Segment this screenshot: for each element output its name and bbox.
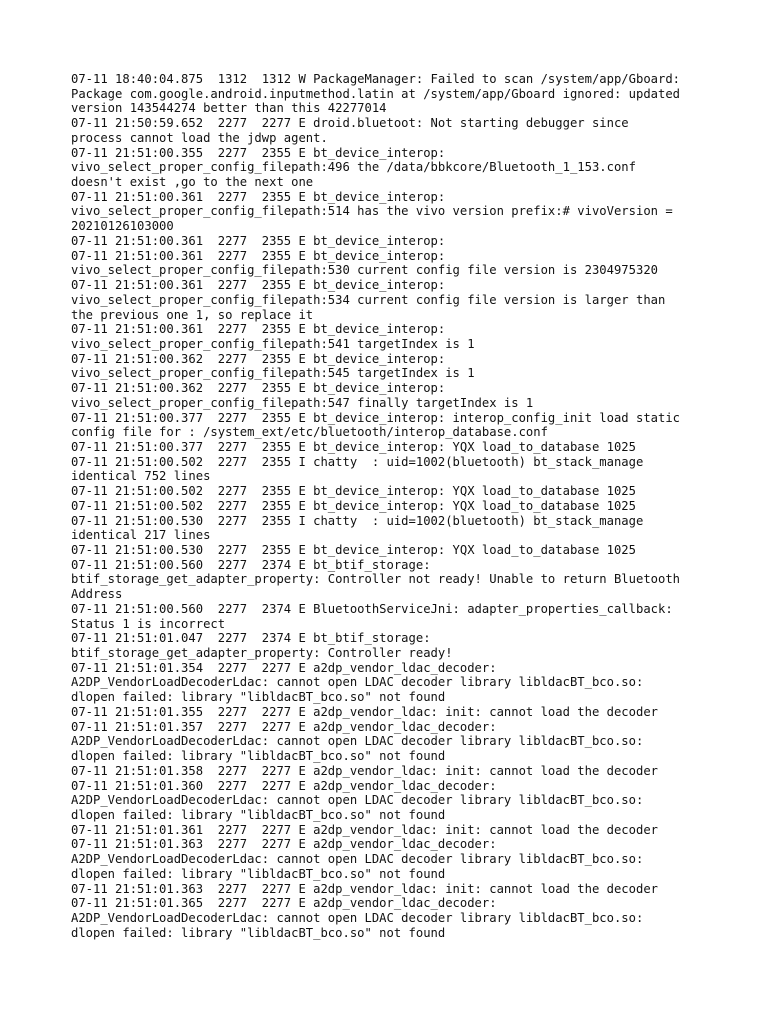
log-text-block <box>71 72 711 940</box>
log-line: 07-11 21:51:01.358 2277 2277 E a2dp_vendor_ldac: init: cannot load the decoder <box>71 763 658 778</box>
log-line: 07-11 21:51:00.362 2277 2355 E bt_device_interop: <box>71 351 446 366</box>
log-line: 07-11 21:51:00.377 2277 2355 E bt_device_interop: YQX load_to_database 1025 <box>71 439 636 454</box>
log-line: A2DP_VendorLoadDecoderLdac: cannot open LDAC decoder library libldacBT_bco.so: <box>71 734 644 749</box>
log-line: dlopen failed: library "libldacBT_bco.so" not found <box>71 690 446 705</box>
log-line: 07-11 21:51:01.360 2277 2277 E a2dp_vendor_ldac_decoder: <box>71 778 497 793</box>
log-line: A2DP_VendorLoadDecoderLdac: cannot open LDAC decoder library libldacBT_bco.so: <box>71 675 644 690</box>
log-line: vivo_select_proper_config_filepath:514 has the vivo version prefix:# vivoVersion = <box>71 204 673 219</box>
log-line: 07-11 21:51:00.560 2277 2374 E bt_btif_storage: <box>71 557 431 572</box>
log-line: A2DP_VendorLoadDecoderLdac: cannot open LDAC decoder library libldacBT_bco.so: <box>71 852 644 867</box>
log-line: 07-11 21:51:00.362 2277 2355 E bt_device_interop: <box>71 381 446 396</box>
log-line: 07-11 21:51:00.530 2277 2355 E bt_device_interop: YQX load_to_database 1025 <box>71 543 636 557</box>
log-line: 07-11 18:40:04.875 1312 1312 W PackageManager: Failed to scan /system/app/Gboard: <box>71 72 681 86</box>
log-line: btif_storage_get_adapter_property: Controller not ready! Unable to return Bluetooth <box>71 572 681 587</box>
log-line: 07-11 21:51:00.377 2277 2355 E bt_device_interop: interop_config_init load static <box>71 410 681 425</box>
log-line: 07-11 21:51:00.361 2277 2355 E bt_device_interop: <box>71 322 446 337</box>
log-line: Address <box>71 587 123 602</box>
log-line: 07-11 21:51:00.502 2277 2355 E bt_device_interop: YQX load_to_database 1025 <box>71 484 636 499</box>
log-line: 07-11 21:51:01.354 2277 2277 E a2dp_vendor_ldac_decoder: <box>71 660 497 675</box>
log-line: identical 217 lines <box>71 528 211 543</box>
log-line: dlopen failed: library "libldacBT_bco.so" not found <box>71 866 446 881</box>
log-line: vivo_select_proper_config_filepath:545 targetIndex is 1 <box>71 366 475 381</box>
log-line: 07-11 21:51:01.363 2277 2277 E a2dp_vendor_ldac: init: cannot load the decoder <box>71 881 658 896</box>
log-line: version 143544274 better than this 42277014 <box>71 101 387 116</box>
log-line: 07-11 21:51:00.530 2277 2355 I chatty : uid=1002(bluetooth) bt_stack_manage <box>71 513 644 528</box>
log-line: vivo_select_proper_config_filepath:541 targetIndex is 1 <box>71 336 475 351</box>
log-line: 07-11 21:51:01.047 2277 2374 E bt_btif_storage: <box>71 631 431 646</box>
log-line: 07-11 21:51:00.355 2277 2355 E bt_device_interop: <box>71 145 446 160</box>
log-line: btif_storage_get_adapter_property: Controller ready! <box>71 646 453 661</box>
log-line: process cannot load the jdwp agent. <box>71 130 328 145</box>
log-line: the previous one 1, so replace it <box>71 307 314 322</box>
log-line: 07-11 21:51:00.361 2277 2355 E bt_device_interop: <box>71 189 446 204</box>
log-line: 07-11 21:51:00.361 2277 2355 E bt_device_interop: <box>71 233 446 248</box>
log-line: identical 752 lines <box>71 469 211 484</box>
log-line: 07-11 21:51:01.365 2277 2277 E a2dp_vendor_ldac_decoder: <box>71 896 497 911</box>
log-line: A2DP_VendorLoadDecoderLdac: cannot open LDAC decoder library libldacBT_bco.so: <box>71 910 644 925</box>
log-line: 07-11 21:51:00.361 2277 2355 E bt_device_interop: <box>71 278 446 293</box>
log-line: 07-11 21:51:00.502 2277 2355 E bt_device_interop: YQX load_to_database 1025 <box>71 498 636 513</box>
log-line: Package com.google.android.inputmethod.latin at /system/app/Gboard ignored: updated <box>71 86 681 101</box>
log-line: 20210126103000 <box>71 219 174 234</box>
log-line: 07-11 21:51:00.361 2277 2355 E bt_device_interop: <box>71 248 446 263</box>
log-line: 07-11 21:51:00.560 2277 2374 E BluetoothServiceJni: adapter_properties_callback: <box>71 601 673 616</box>
log-line: 07-11 21:50:59.652 2277 2277 E droid.bluetoot: Not starting debugger since <box>71 116 629 131</box>
log-line: 07-11 21:51:01.361 2277 2277 E a2dp_vendor_ldac: init: cannot load the decoder <box>71 822 658 837</box>
log-line: A2DP_VendorLoadDecoderLdac: cannot open LDAC decoder library libldacBT_bco.so: <box>71 793 644 808</box>
log-line: Status 1 is incorrect <box>71 616 226 631</box>
log-line: vivo_select_proper_config_filepath:530 current config file version is 2304975320 <box>71 263 658 278</box>
log-line: doesn't exist ,go to the next one <box>71 175 314 190</box>
log-line: dlopen failed: library "libldacBT_bco.so" not found <box>71 925 446 940</box>
document-page <box>71 72 711 940</box>
log-line: vivo_select_proper_config_filepath:496 the /data/bbkcore/Bluetooth_1_153.conf <box>71 160 636 175</box>
log-line: vivo_select_proper_config_filepath:547 finally targetIndex is 1 <box>71 395 534 410</box>
log-line: 07-11 21:51:00.502 2277 2355 I chatty : uid=1002(bluetooth) bt_stack_manage <box>71 454 644 469</box>
log-line: dlopen failed: library "libldacBT_bco.so" not found <box>71 807 446 822</box>
log-line: vivo_select_proper_config_filepath:534 current config file version is larger than <box>71 292 666 307</box>
log-line: 07-11 21:51:01.357 2277 2277 E a2dp_vendor_ldac_decoder: <box>71 719 497 734</box>
log-line: dlopen failed: library "libldacBT_bco.so" not found <box>71 749 446 764</box>
log-line: 07-11 21:51:01.355 2277 2277 E a2dp_vendor_ldac: init: cannot load the decoder <box>71 704 658 719</box>
log-line: 07-11 21:51:01.363 2277 2277 E a2dp_vendor_ldac_decoder: <box>71 837 497 852</box>
log-line: config file for : /system_ext/etc/bluetooth/interop_database.conf <box>71 425 548 440</box>
